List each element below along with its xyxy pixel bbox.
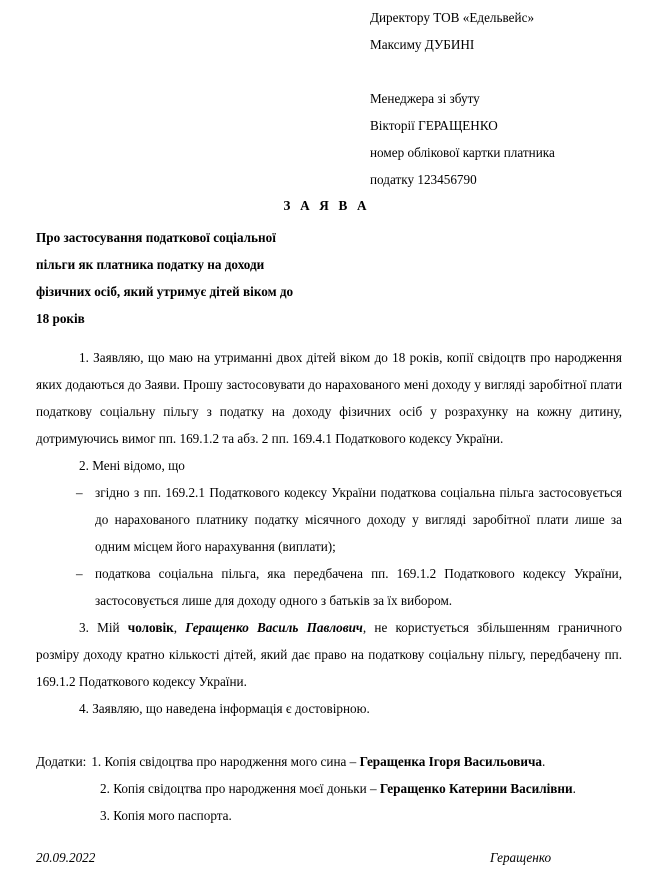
list-item — [36, 560, 622, 614]
applicant-line-taxcard-label: номер облікової картки платника — [370, 145, 555, 160]
subject-line-3: фізичних осіб, який утримує дітей віком до — [36, 284, 294, 299]
document-footer — [36, 850, 622, 874]
body-item-4: 4. Заявляю, що наведена інформація є достовірною. — [79, 701, 370, 716]
body-item-1: 1. Заявляю, що маю на утриманні двох дітей віком до 18 років, копії свідоцтв про народження яких додаються до Заяви. Прошу застосовувати до нарахованого мені доходу у вигляді заробітної плати податкову соціальну пільгу з податку на доходу фізичних осіб у розрахунку на кожну дитину, дотримуючись вимог пп. 169.1.2 та абз. 2 пп. 169.4.1 Податкового кодексу України. — [36, 350, 622, 446]
attachment-number: 3. — [100, 808, 110, 823]
body-item-2-intro: 2. Мені відомо, що — [79, 458, 185, 473]
subject-line-1: Про застосування податкової соціальної — [36, 230, 276, 245]
attachments-label: Додатки: — [36, 754, 87, 769]
addressee-spacer — [370, 58, 642, 85]
document-body — [36, 344, 622, 722]
attachment-text: Копія свідоцтва про народження мого сина – — [101, 754, 360, 769]
list-item-text: податкова соціальна пільга, яка передбачена пп. 169.1.2 Податкового кодексу України, застосовується лише для доходу одного з батьків за їх вибором. — [95, 566, 622, 608]
addressee-line-director-name: Максиму ДУБИНІ — [370, 37, 475, 52]
dash-icon: – — [76, 485, 83, 500]
attachment-row — [36, 802, 622, 829]
attachments-block — [36, 748, 622, 829]
attachment-number: 2. — [100, 781, 110, 796]
item-3-spouse-name: Геращенко Василь Павлович — [185, 620, 363, 635]
attachment-text: Копія свідоцтва про народження моєї доньки – — [109, 781, 380, 796]
list-item-text: згідно з пп. 169.2.1 Податкового кодексу України податкова соціальна пільга застосовується до нарахованого платнику податку місячного доходу у вигляді заробітної плати лише за одним місцем його нарахування (виплати); — [95, 485, 622, 554]
subject-line-2: пільги як платника податку на доходи — [36, 257, 265, 272]
subject-line-4: 18 років — [36, 311, 85, 326]
attachment-text-after: . — [572, 781, 576, 796]
attachment-row — [36, 748, 622, 775]
applicant-line-name: Вікторії ГЕРАЩЕНКО — [370, 118, 498, 133]
body-bullet-list — [36, 479, 622, 614]
page-title: З А Я В А — [283, 198, 370, 213]
attachment-bold-name: Геращенко Катерини Василівни — [379, 781, 573, 796]
addressee-block — [370, 4, 642, 193]
body-item-3 — [36, 614, 622, 695]
list-item — [36, 479, 622, 560]
attachment-number: 1. — [91, 754, 102, 769]
document-subject — [36, 224, 336, 332]
applicant-line-taxcard-number: податку 123456790 — [370, 172, 477, 187]
item-3-mid: , — [173, 620, 186, 635]
addressee-line-director: Директору ТОВ «Едельвейс» — [370, 10, 535, 25]
attachment-text-after: . — [541, 754, 546, 769]
attachment-bold-name: Геращенка Ігоря Васильовича — [359, 754, 542, 769]
attachment-text: Копія мого паспорта. — [109, 808, 232, 823]
applicant-line-position: Менеджера зі збуту — [370, 91, 480, 106]
item-3-suffix: , не користується збільшенням граничного розміру доходу кратно кількості дітей, який дає право на податкову соціальну пільгу, передбачену пп. 169.1.2 Податкового кодексу України. — [36, 620, 622, 689]
item-3-prefix: 3. Мій — [79, 620, 128, 635]
signature: Геращенко — [490, 850, 552, 865]
dash-icon: – — [76, 566, 83, 581]
attachment-row — [36, 775, 622, 802]
document-date: 20.09.2022 — [36, 850, 96, 865]
item-3-bold-word: чоловік — [127, 620, 174, 635]
